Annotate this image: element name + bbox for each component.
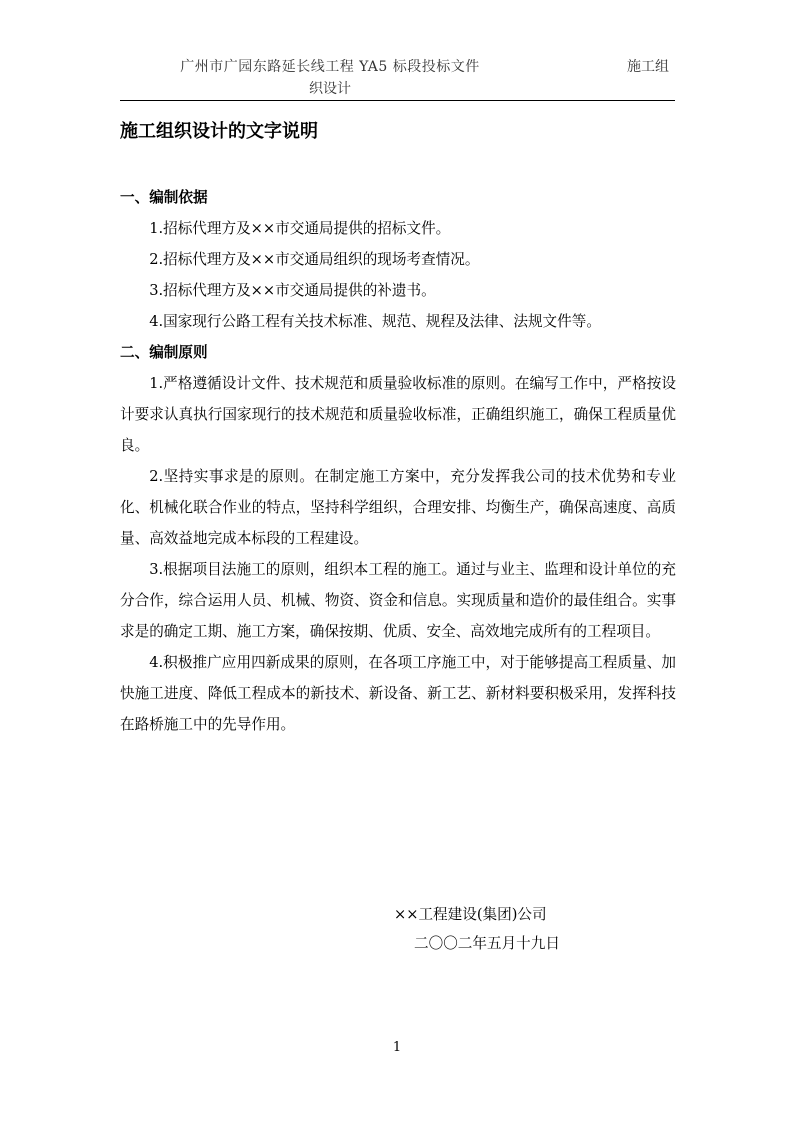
principle-item-1: 1.严格遵循设计文件、技术规范和质量验收标准的原则。在编写工作中，严格按设计要求认真执行国家现行的技术规范和质量验收标准，正确组织施工，确保工程质量优良。 xyxy=(120,375,676,454)
basis-item-2: 2.招标代理方及××市交通局组织的现场考查情况。 xyxy=(149,251,480,268)
signature-block xyxy=(394,900,560,958)
principle-item-4: 4.积极推广应用四新成果的原则，在各项工序施工中，对于能够提高工程质量、加快施工进度、降低工程成本的新技术、新设备、新工艺、新材料要积极采用，发挥科技在路桥施工中的先导作用。 xyxy=(120,654,676,733)
document-body xyxy=(120,182,676,740)
principle-item-2: 2.坚持实事求是的原则。在制定施工方案中，充分发挥我公司的技术优势和专业化、机械化联合作业的特点，坚持科学组织，合理安排、均衡生产，确保高速度、高质量、高效益地完成本标段的工程建设。 xyxy=(120,468,676,547)
principle-item-3: 3.根据项目法施工的原则，组织本工程的施工。通过与业主、监理和设计单位的充分合作，综合运用人员、机械、物资、资金和信息。实现质量和造价的最佳组合。实事求是的确定工期、施工方案，确保按期、优质、安全、高效地完成所有的工程项目。 xyxy=(120,561,676,640)
section-heading-principles: 二、编制原则 xyxy=(120,344,208,361)
signature-date: 二〇〇二年五月十九日 xyxy=(414,935,560,952)
page-number: 1 xyxy=(392,1040,402,1055)
section-heading-basis: 一、编制依据 xyxy=(120,189,208,206)
page-title: 施工组织设计的文字说明 xyxy=(120,121,318,142)
basis-item-3: 3.招标代理方及××市交通局提供的补遗书。 xyxy=(149,282,436,299)
header-title-line-1: 广州市广园东路延长线工程 YA5 标段投标文件 xyxy=(180,59,480,75)
basis-item-1: 1.招标代理方及××市交通局提供的招标文件。 xyxy=(149,220,451,237)
header-section-label: 施工组 xyxy=(627,59,669,75)
page-header xyxy=(120,56,675,101)
basis-item-4: 4.国家现行公路工程有关技术标准、规范、规程及法律、法规文件等。 xyxy=(149,313,601,330)
header-title-line-2: 织设计 xyxy=(309,81,351,97)
signature-company: ××工程建设(集团)公司 xyxy=(394,906,547,923)
header-document-title xyxy=(120,56,540,100)
